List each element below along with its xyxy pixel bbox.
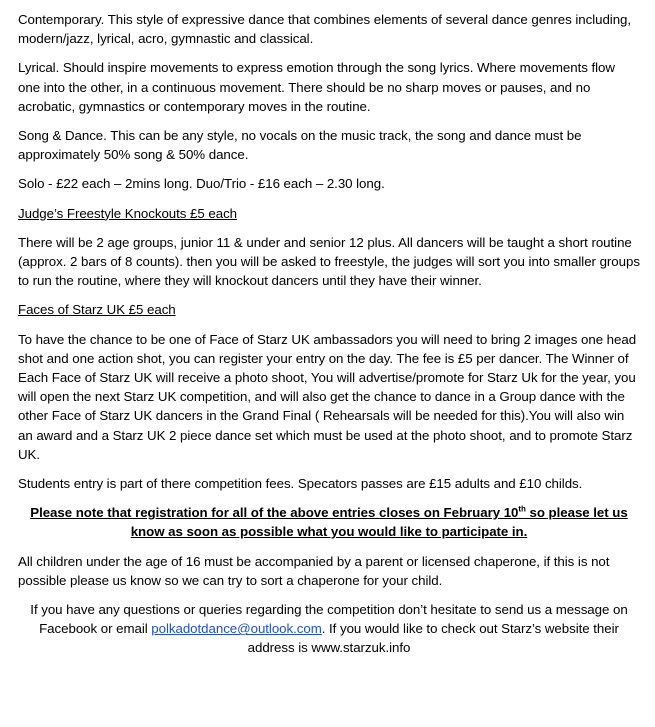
email-link[interactable]: polkadotdance@outlook.com [151,621,322,637]
judges-paragraph: There will be 2 age groups, junior 11 & under and senior 12 plus. All dancers will be taught a short routine (approx. 2 bars of 8 counts). then you will be asked to freestyle, the judges will sort you into smaller groups to run the routine, where they will knockout dancers until they have their winner. [18,234,640,289]
registration-notice [18,503,640,541]
lyrical-paragraph: Lyrical. Should inspire movements to express emotion through the song lyrics. Where movements flow one into the other, in a continuous movement. There should be no sharp moves or pauses, and no acrobatic, gymnastics or contemporary moves in the routine. [18,60,615,114]
notice-superscript: th [518,504,526,514]
document-page [18,10,640,668]
faces-paragraph: To have the chance to be one of Face of Starz UK ambassadors you will need to bring 2 images one head shot and one action shot, you can register your entry on the day. The fee is £5 per dancer. The Winner of Each Face of Starz UK will receive a photo shoot, You will advertise/promote for Starz Uk for the year, you will open the next Starz UK competition, and will also get the chance to dance in a Group dance with the other Face of Starz UK dancers in the Grand Final ( Rehearsals will be needed for this).You will also win an award and a Starz UK 2 piece dance set which must be used at the photo shoot, and to promote Starz UK. [18,331,637,462]
students-paragraph: Students entry is part of there competition fees. Specators passes are £15 adults and £10 childs. [18,476,583,492]
notice-text-start: Please note that registration for all of the above entries closes on February 10 [30,505,519,521]
song-dance-paragraph: Song & Dance. This can be any style, no vocals on the music track, the song and dance must be approximately 50% song & 50% dance. [18,128,582,163]
notice-text-end: so please let us know as soon as possible what you would like to participate in. [130,505,628,540]
faces-heading: Faces of Starz UK £5 each [18,302,176,318]
contemporary-paragraph: Contemporary. This style of expressive dance that combines elements of several dance genres including, modern/jazz, lyrical, acro, gymnastic and classical. [18,12,632,47]
contact-text-end: . If you would like to check out Starz’s website their address is www.starzuk.info [247,621,619,656]
judges-heading: Judge’s Freestyle Knockouts £5 each [18,205,238,221]
contact-text-start: If you have any questions or queries regarding the competition don’t hesitate to send us a message on Facebook or email [30,602,628,637]
pricing-line: Solo - £22 each – 2mins long. Duo/Trio - £16 each – 2.30 long. [18,176,385,192]
chaperone-paragraph: All children under the age of 16 must be accompanied by a parent or licensed chaperone, if this is not possible please us know so we can try to sort a chaperone for your child. [18,553,610,588]
contact-paragraph [18,600,640,658]
